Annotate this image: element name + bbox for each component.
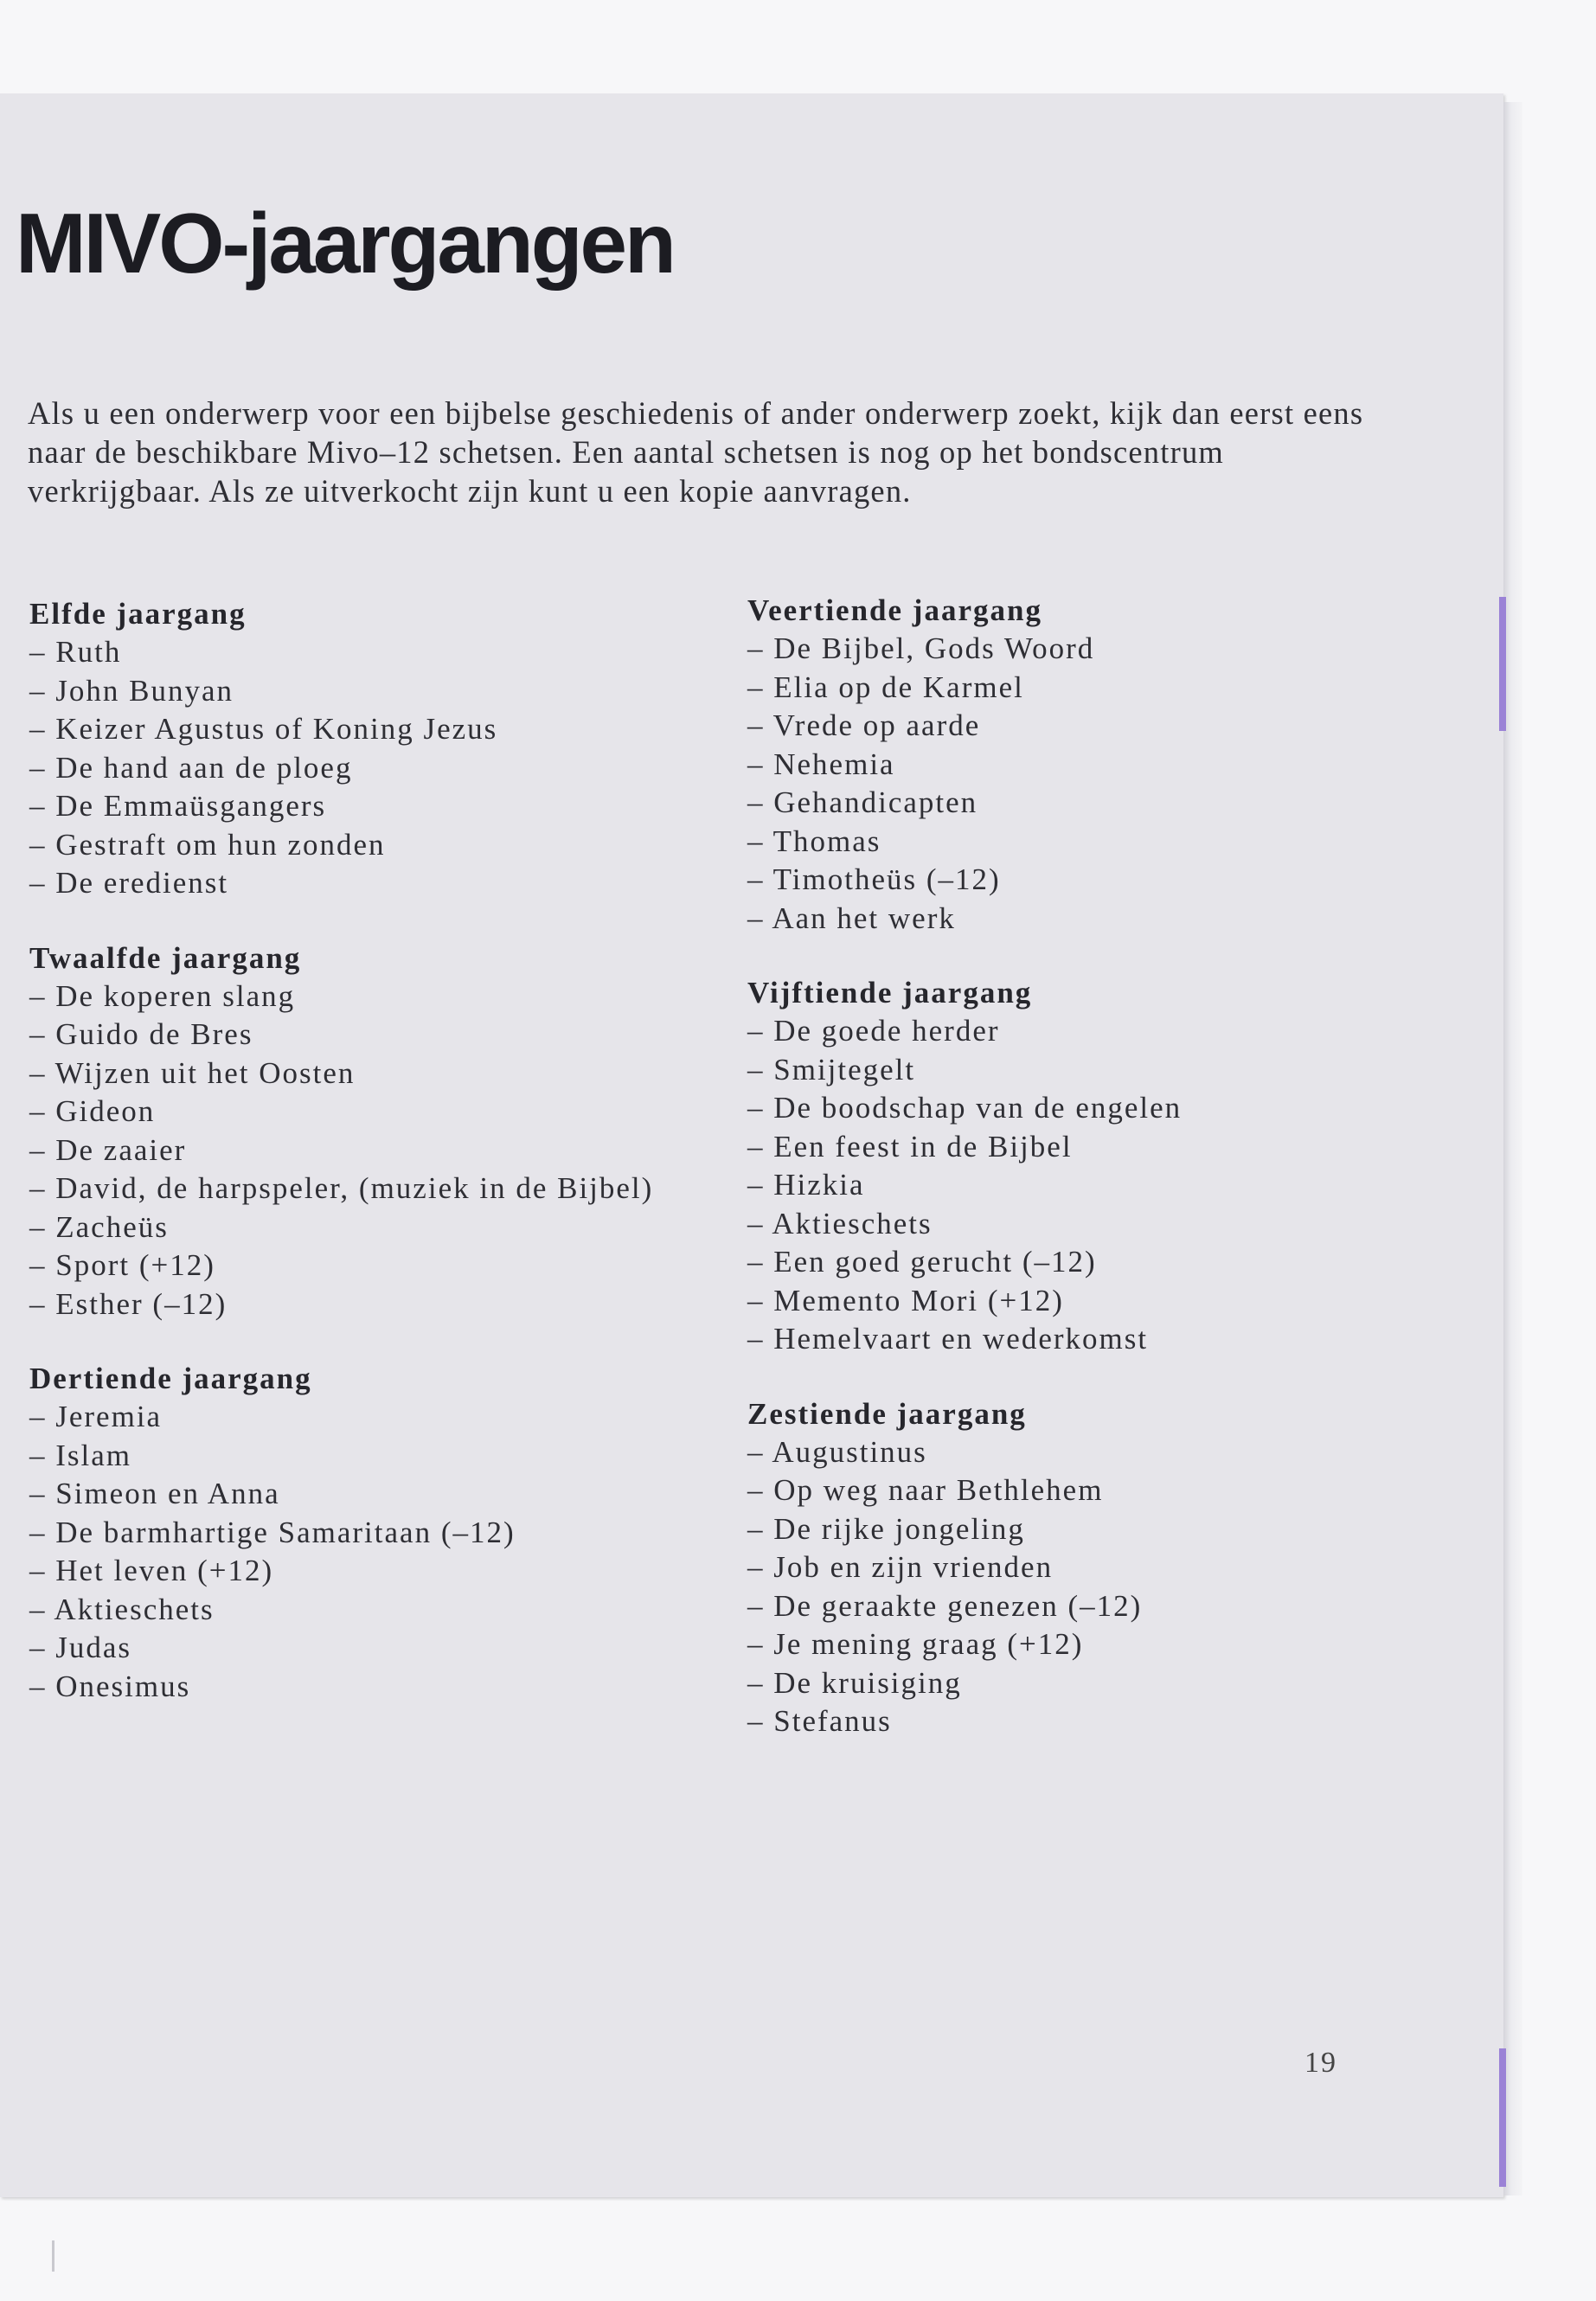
item-list (747, 630, 1457, 938)
section-heading: Vijftiende jaargang (747, 976, 1033, 1009)
list-item: – Judas (29, 1629, 676, 1668)
list-item: – Smijtegelt (747, 1051, 1394, 1090)
section-heading: Elfde jaargang (29, 597, 247, 631)
intro-paragraph: Als u een onderwerp voor een bijbelse geschiedenis of ander onderwerp zoekt, kijk dan eerst eens naar de beschikbare Mivo–12 schetsen. Een aantal schetsen is nog op het bondscentrum verkrijgbaar. Als ze uitverkocht zijn kunt u een kopie aanvragen. (28, 395, 1364, 509)
list-item: – Islam (29, 1437, 676, 1476)
item-list (747, 1433, 1457, 1741)
page-edge (1503, 102, 1522, 2195)
list-item: – Een goed gerucht (–12) (747, 1243, 1394, 1282)
page-title: MIVO-jaargangen (16, 195, 674, 291)
section-heading: Zestiende jaargang (747, 1396, 1027, 1431)
list-item: – De Emmaüsgangers (29, 787, 676, 826)
section-zestiende-jaargang (747, 1395, 1457, 1741)
list-item: – De Bijbel, Gods Woord (747, 630, 1394, 669)
list-item: – De zaaier (29, 1131, 676, 1170)
list-item: – David, de harpspeler, (muziek in de Bijbel) (29, 1170, 676, 1208)
list-item: – De geraakte genezen (–12) (747, 1587, 1394, 1626)
list-item: – De goede herder (747, 1012, 1394, 1051)
section-heading: Twaalfde jaargang (29, 940, 302, 975)
list-item: – De rijke jongeling (747, 1510, 1394, 1549)
list-item: – Gehandicapten (747, 784, 1394, 823)
list-item: – Guido de Bres (29, 1016, 676, 1054)
list-item: – Jeremia (29, 1398, 676, 1437)
purple-tab-bottom (1499, 2048, 1506, 2187)
list-item: – Esther (–12) (29, 1285, 676, 1324)
list-item: – Een feest in de Bijbel (747, 1128, 1394, 1167)
list-item: – Sport (+12) (29, 1247, 676, 1285)
section-veertiende-jaargang (747, 592, 1457, 938)
list-item: – Stefanus (747, 1702, 1394, 1741)
list-item: – Nehemia (747, 746, 1394, 785)
list-item: – Timotheüs (–12) (747, 861, 1394, 900)
list-item: – Elia op de Karmel (747, 669, 1394, 708)
list-item: – Onesimus (29, 1668, 676, 1707)
list-item: – De boodschap van de engelen (747, 1089, 1394, 1128)
list-item: – John Bunyan (29, 672, 676, 711)
list-item: – De hand aan de ploeg (29, 749, 676, 788)
list-item: – Gestraft om hun zonden (29, 826, 676, 865)
item-list (29, 633, 739, 903)
list-item: – Thomas (747, 823, 1394, 862)
list-item: – Memento Mori (+12) (747, 1282, 1394, 1321)
section-vijftiende-jaargang (747, 974, 1457, 1359)
list-item: – Aan het werk (747, 900, 1394, 939)
list-item: – Gideon (29, 1093, 676, 1131)
page-number: 19 (1304, 2047, 1337, 2079)
list-item: – Vrede op aarde (747, 707, 1394, 746)
list-item: – Hizkia (747, 1166, 1394, 1205)
list-item: – De koperen slang (29, 977, 676, 1016)
list-item: – Zacheüs (29, 1208, 676, 1247)
section-elfde-jaargang (29, 595, 739, 903)
list-item: – Keizer Agustus of Koning Jezus (29, 710, 676, 749)
list-item: – De eredienst (29, 864, 676, 903)
list-item: – Je mening graag (+12) (747, 1625, 1394, 1664)
list-item: – De barmhartige Samaritaan (–12) (29, 1514, 676, 1553)
list-item: – Ruth (29, 633, 676, 672)
item-list (29, 1398, 739, 1706)
item-list (29, 977, 739, 1324)
list-item: – Aktieschets (747, 1205, 1394, 1244)
list-item: – Hemelvaart en wederkomst (747, 1320, 1394, 1359)
list-item: – Wijzen uit het Oosten (29, 1054, 676, 1093)
list-item: – Simeon en Anna (29, 1475, 676, 1514)
list-item: – Aktieschets (29, 1591, 676, 1630)
list-item: – Augustinus (747, 1433, 1394, 1472)
list-item: – Op weg naar Bethlehem (747, 1471, 1394, 1510)
section-heading: Dertiende jaargang (29, 1362, 312, 1395)
purple-tab-top (1499, 597, 1506, 731)
list-item: – Het leven (+12) (29, 1552, 676, 1591)
left-column (29, 595, 739, 1742)
section-heading: Veertiende jaargang (747, 593, 1042, 627)
scan-artifact (52, 2240, 54, 2272)
item-list (747, 1012, 1457, 1359)
section-dertiende-jaargang (29, 1360, 739, 1706)
section-twaalfde-jaargang (29, 939, 739, 1324)
list-item: – Job en zijn vrienden (747, 1548, 1394, 1587)
list-item: – De kruisiging (747, 1664, 1394, 1703)
right-column (747, 592, 1457, 1778)
